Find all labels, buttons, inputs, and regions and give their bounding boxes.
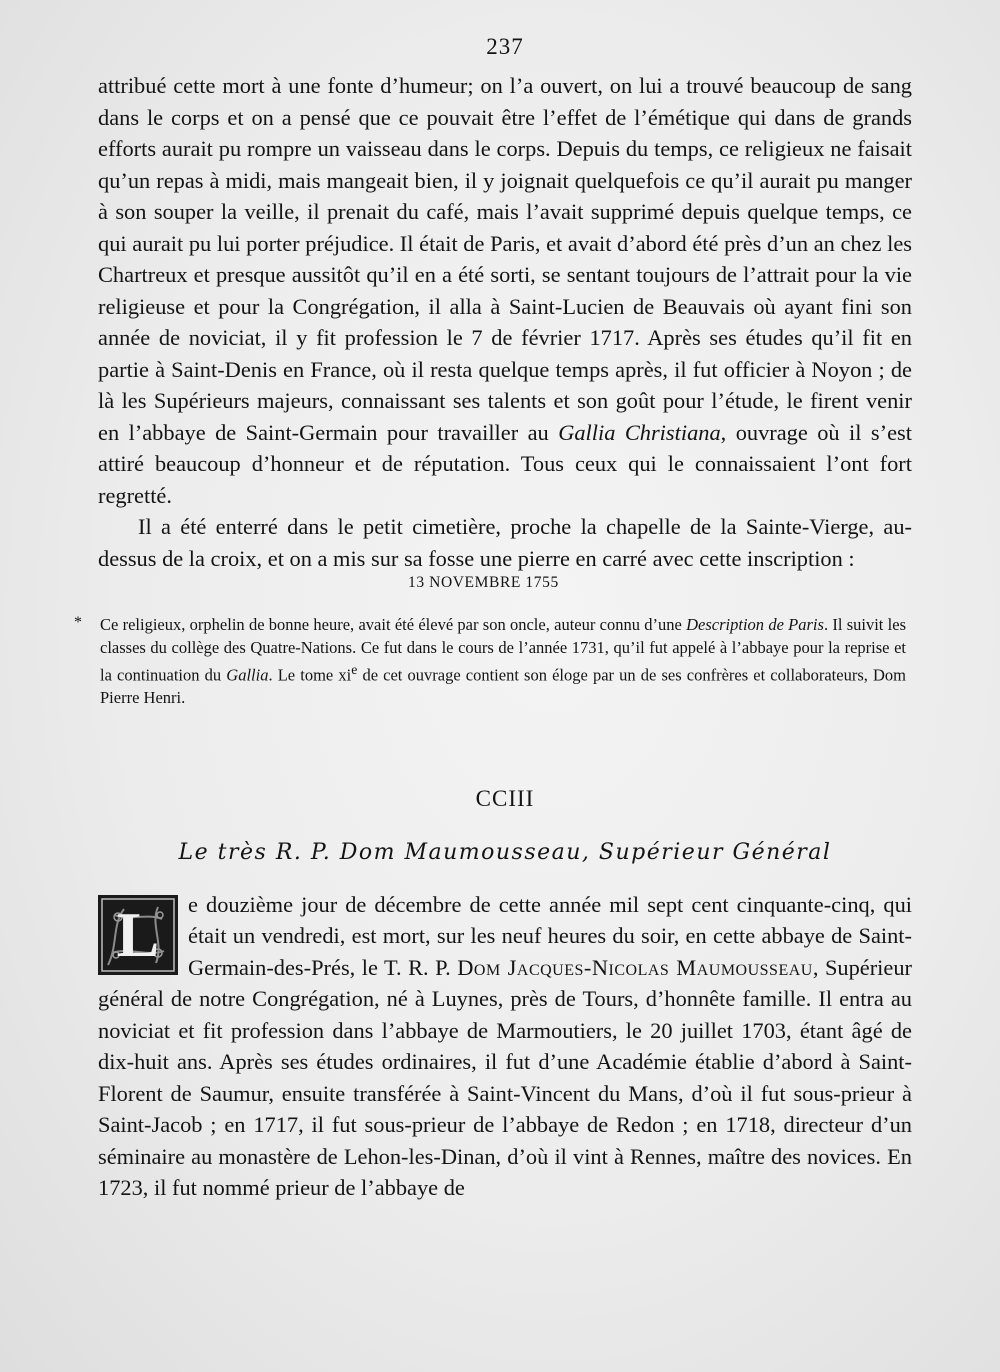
section-number: CCIII: [475, 785, 535, 811]
drop-cap-letter: L: [116, 898, 160, 970]
footnote-italic-gallia: Gallia: [226, 665, 269, 685]
footnote-part-3: . Le tome xi: [268, 665, 352, 685]
paragraph-burial: Il a été enterré dans le petit cimetière, proche la chapelle de la Sainte-Vierge, au-dessus de la croix, et on a mis sur sa fosse une pierre en carré avec cette inscription :: [98, 514, 912, 571]
gallia-christiana-title: Gallia Christiana: [558, 419, 721, 445]
footnote-italic-description: Description de Paris: [686, 615, 824, 634]
footnote-part-1: Ce religieux, orphelin de bonne heure, avait été élevé par son oncle, auteur connu d’une: [100, 615, 682, 634]
chapter-rest: , Supérieur général de notre Congrégation, né à Luynes, près de Tours, d’honnête famille. Il entra au noviciat et fit profession dans l’abbaye de Marmoutiers, le 20 juillet 1703, étant âgé de dix-huit ans. Après ses études ordinaires, il fut d’une Académie établie d’abord à Saint-Florent de Saumur, ensuite transférée à Saint-Vincent du Mans, d’où il fut sous-prieur à Saint-Jacob ; en 1717, il fut sous-prieur de l’abbaye de Redon ; en 1718, directeur d’un séminaire au monastère de Lehon-les-Dinan, d’où il vint à Rennes, maître des novices. En 1723, il fut nommé prieur de l’abbaye de: [98, 954, 912, 1200]
drop-cap-ornament: [98, 895, 178, 975]
footnote-mark: *: [74, 614, 82, 631]
chapter-paragraph: [98, 889, 912, 1204]
inscription-date: 13 NOVEMBRE 1755: [408, 574, 559, 591]
footnote-part-2: . Il suivit les classes du collège des Quatre-Nations. Ce fut dans le cours de l’année 1731, qu’il fut appelé à l’abbaye pour la reprise et la continuation du: [100, 615, 907, 685]
section-title: Le très R. P. Dom Maumousseau, Supérieur Général: [178, 839, 832, 865]
paragraph-continuation: [98, 70, 912, 511]
chapter-person-name: Dom Jacques-Nicolas Maumousseau: [457, 954, 813, 980]
page-number: 237: [486, 34, 524, 59]
footnote: [74, 614, 907, 710]
footnote-superscript: e: [351, 662, 358, 677]
paragraph-1-end: , ouvrage où il s’est attiré beaucoup d’honneur et de réputation. Tous ceux qui le connaissaient l’ont fort regretté.: [98, 419, 912, 508]
footnote-part-4: de cet ouvrage contient son éloge par un de ses confrères et collaborateurs, Dom Pierre Henri.: [100, 665, 907, 707]
paragraph-1-text: attribué cette mort à une fonte d’humeur; on l’a ouvert, on lui a trouvé beaucoup de sang dans le corps et on a pensé que ce pouvait être l’effet de l’émétique qui dans de grands efforts aurait pu rompre un vaisseau dans le corps. Depuis du temps, ce religieux ne faisait qu’un repas à midi, mais mangeait bien, il y joignait quelquefois ce qu’il aurait pu manger à son souper la veille, il prenait du café, mais l’avait supprimé depuis quelque temps, ce qui aurait pu lui porter préjudice. Il était de Paris, et avait d’abord été près d’un an chez les Chartreux et presque aussitôt qu’il en a été sorti, se sentant toujours de l’attrait pour la vie religieuse et pour la Congrégation, il alla à Saint-Lucien de Beauvais où ayant fini son année de noviciat, il y fit profession le 7 de février 1717. Après ses études qu’il fit en partie à Saint-Denis en France, où il resta quelque temps après, il fut officier à Noyon ; de là les Supérieurs majeurs, connaissant ses talents et son goût pour l’étude, le firent venir en l’abbaye de Saint-Germain pour travailler au: [98, 73, 912, 445]
chapter-start: e douzième jour de décembre de cette année mil sept cent cinquante-cinq, qui était un vendredi, est mort, sur les neuf heures du soir, en cette abbaye de Saint-Germain-des-Prés, le T. R. P.: [188, 891, 912, 980]
